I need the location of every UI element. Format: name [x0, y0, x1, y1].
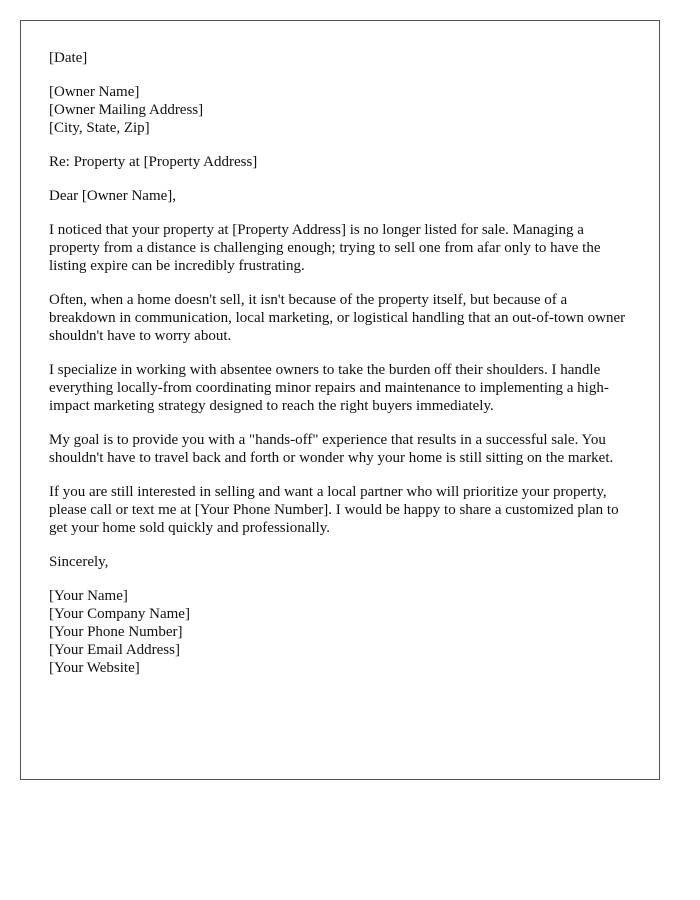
signature-block [49, 587, 631, 677]
body-paragraph-5: If you are still interested in selling and want a local partner who will prioritize your property, please call or text me at [Your Phone Number]. I would be happy to share a customized plan to get your home sold quickly and professionally. [49, 484, 619, 536]
body-paragraph-1: I noticed that your property at [Property Address] is no longer listed for sale. Managing a property from a distance is challenging enough; trying to sell one from afar only to have the listing expire can be incredibly frustrating. [49, 222, 601, 274]
subject-line: Re: Property at [Property Address] [49, 154, 258, 170]
salutation-block [49, 187, 631, 205]
closing: Sincerely, [49, 554, 109, 570]
signature-phone: [Your Phone Number] [49, 624, 183, 640]
letter-date: [Date] [49, 50, 88, 66]
recipient-city-state-zip: [City, State, Zip] [49, 120, 150, 136]
body-paragraph-3: I specialize in working with absentee owners to take the burden off their shoulders. I handle everything locally-from coordinating minor repairs and maintenance to implementing a high-impact marketing strategy designed to reach the right buyers immediately. [49, 362, 609, 414]
letter-page [20, 20, 660, 780]
body-paragraph-4: My goal is to provide you with a "hands-off" experience that results in a successful sale. You shouldn't have to travel back and forth or wonder why your home is still sitting on the market. [49, 432, 614, 466]
signature-company: [Your Company Name] [49, 606, 190, 622]
recipient-name: [Owner Name] [49, 84, 140, 100]
subject-line-block [49, 153, 631, 171]
closing-block [49, 553, 631, 571]
signature-email: [Your Email Address] [49, 642, 180, 658]
body-paragraph-2: Often, when a home doesn't sell, it isn't because of the property itself, but because of a breakdown in communication, local marketing, or logistical handling that an out-of-town owner shouldn't have to worry about. [49, 292, 626, 344]
date-block [49, 49, 631, 67]
signature-name: [Your Name] [49, 588, 128, 604]
recipient-address-block [49, 83, 631, 137]
signature-website: [Your Website] [49, 660, 140, 676]
recipient-mailing-address: [Owner Mailing Address] [49, 102, 204, 118]
salutation: Dear [Owner Name], [49, 188, 177, 204]
